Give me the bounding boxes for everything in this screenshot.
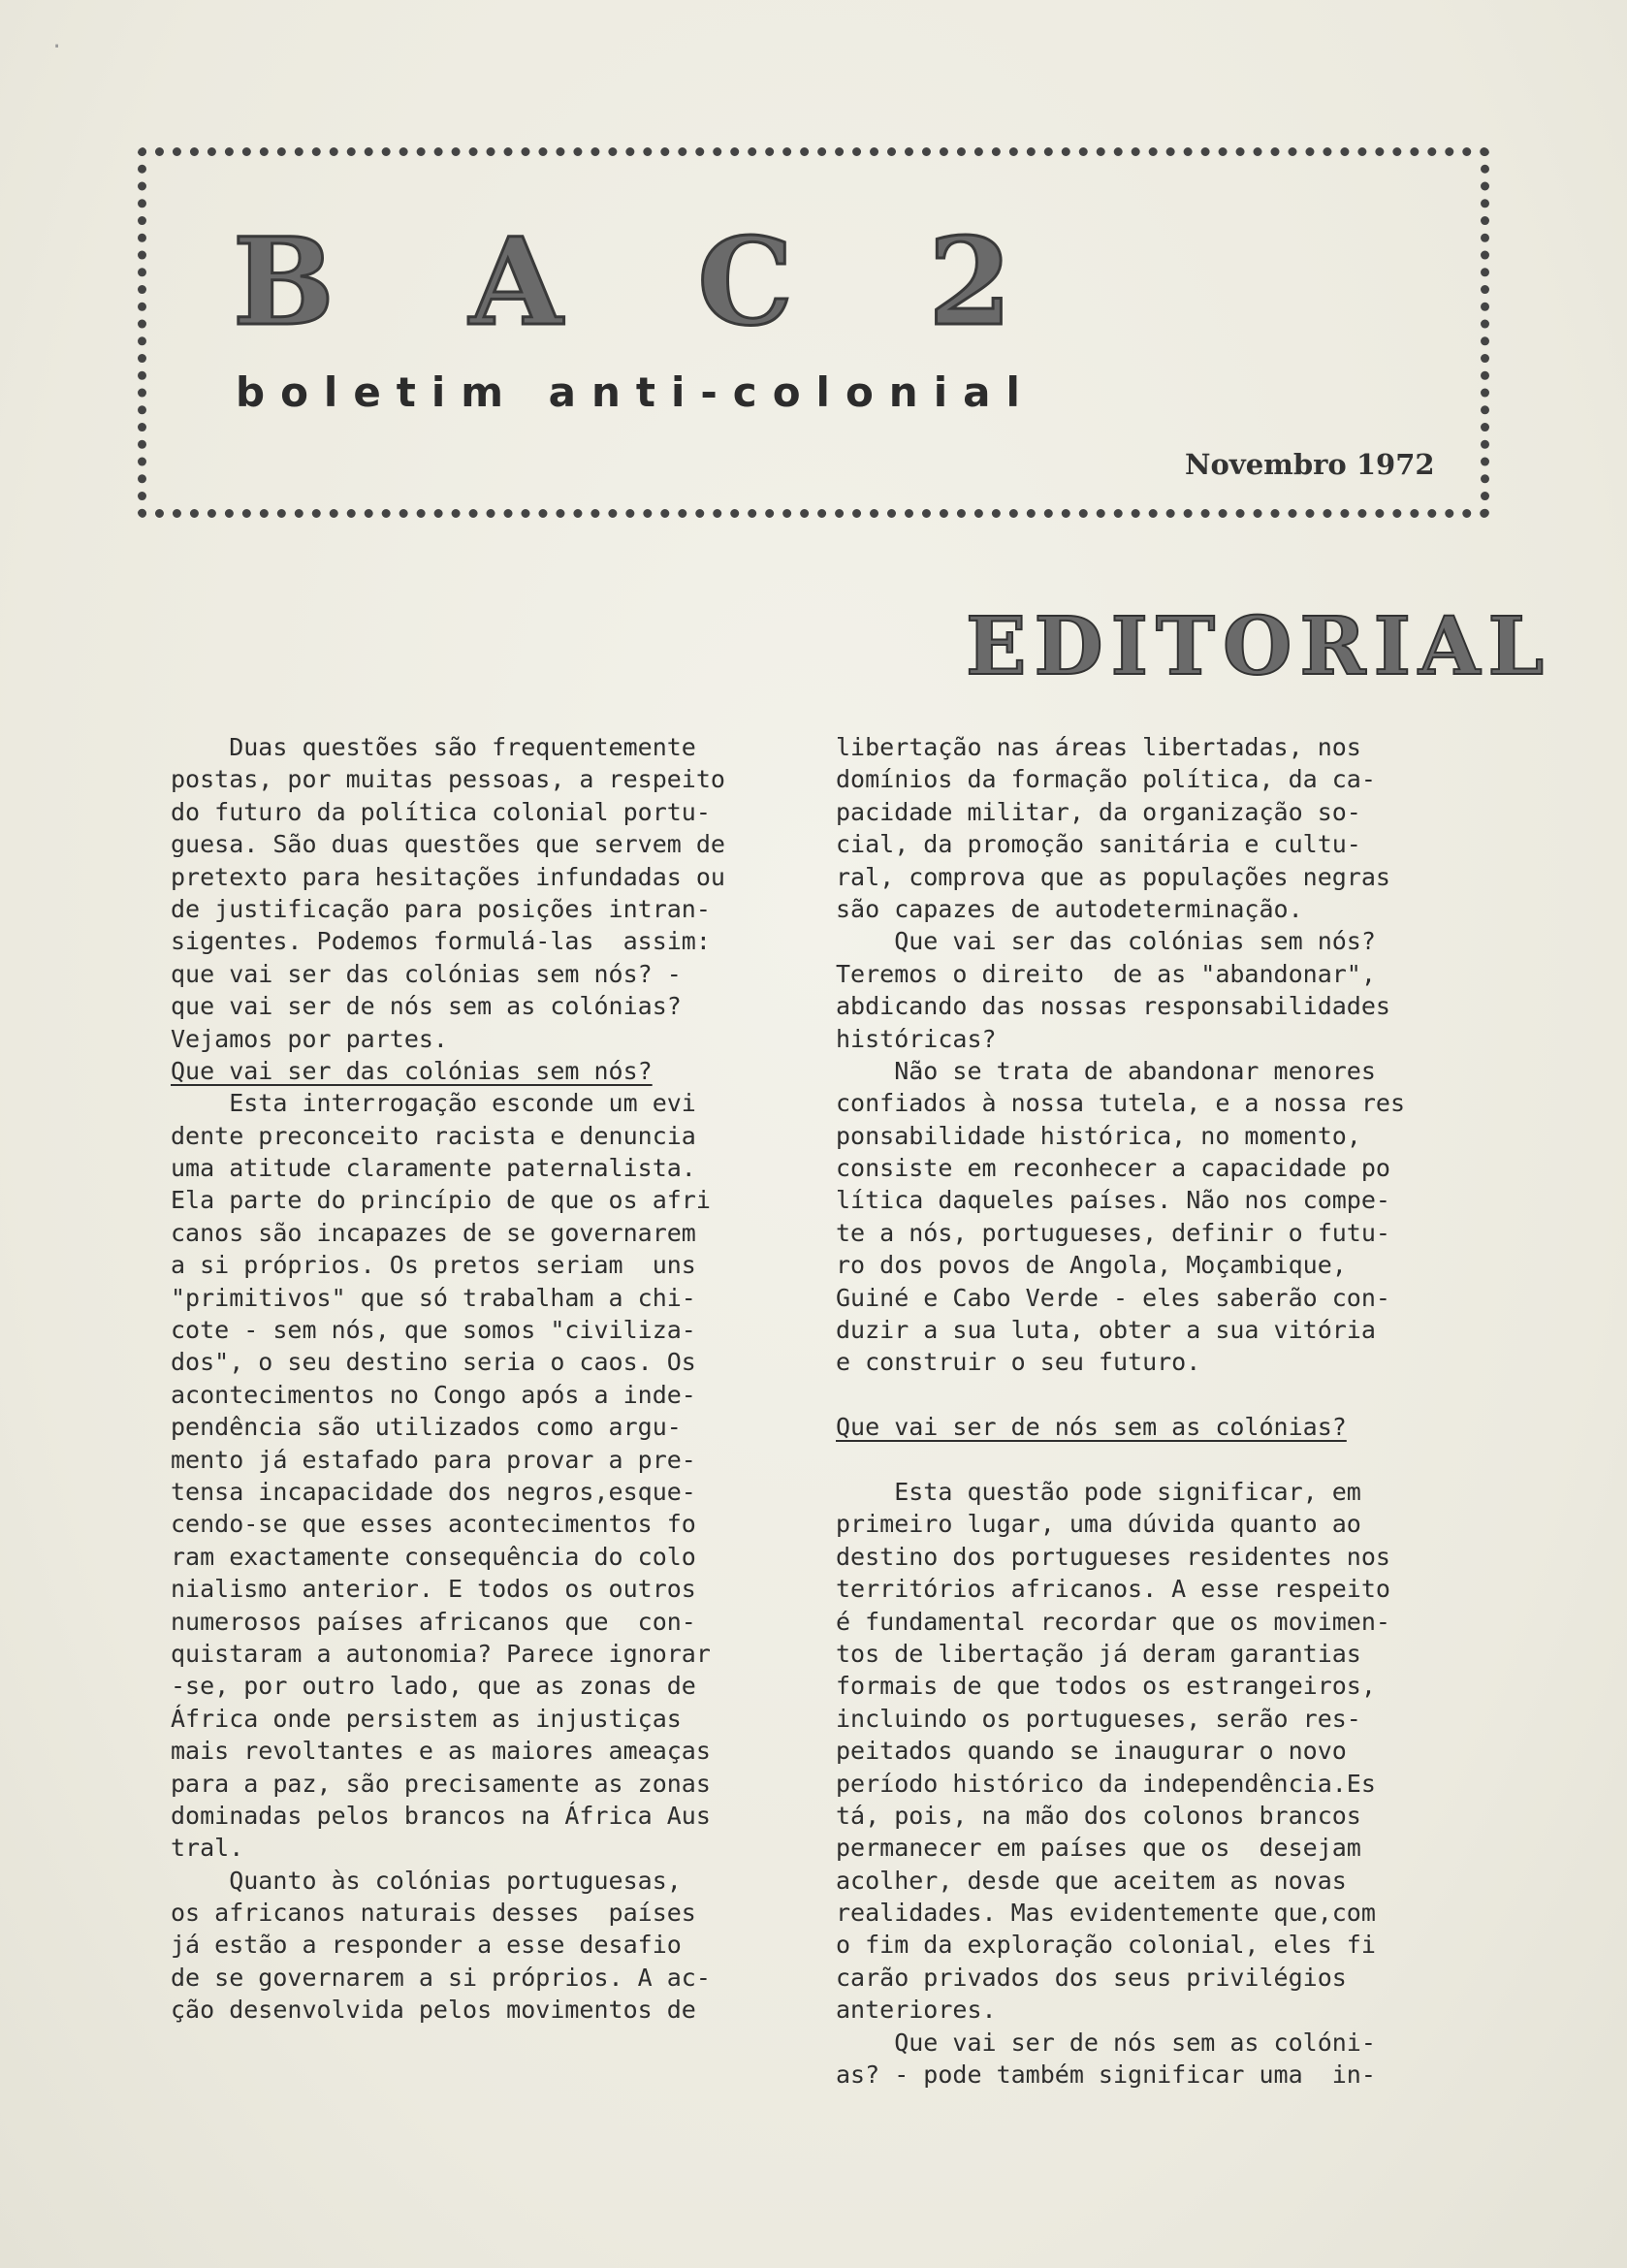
text-line: guesa. São duas questões que servem de bbox=[171, 830, 725, 859]
text-line: te a nós, portugueses, definir o futu- bbox=[836, 1218, 1390, 1247]
text-line: Vejamos por partes. bbox=[171, 1024, 448, 1053]
text-line: e construir o seu futuro. bbox=[836, 1348, 1201, 1377]
text-line: já estão a responder a esse desafio bbox=[171, 1931, 682, 1960]
paragraph-gap bbox=[836, 1379, 1405, 1411]
text-line: ção desenvolvida pelos movimentos de bbox=[171, 1996, 696, 2025]
text-line: Ela parte do princípio de que os afri bbox=[171, 1186, 711, 1215]
text-line: cendo-se que esses acontecimentos fo bbox=[171, 1510, 696, 1539]
section-heading: Que vai ser de nós sem as colónias? bbox=[836, 1413, 1347, 1442]
corner-mark: · bbox=[50, 35, 64, 59]
text-line: tá, pois, na mão dos colonos brancos bbox=[836, 1801, 1361, 1830]
text-line: destino dos portugueses residentes nos bbox=[836, 1542, 1390, 1571]
text-line: incluindo os portugueses, serão res- bbox=[836, 1704, 1361, 1733]
text-line: que vai ser das colónias sem nós? - bbox=[171, 959, 682, 988]
text-line: cote - sem nós, que somos "civiliza- bbox=[171, 1316, 696, 1345]
text-line: libertação nas áreas libertadas, nos bbox=[836, 733, 1361, 761]
text-line: Não se trata de abandonar menores bbox=[836, 1056, 1376, 1085]
text-line: África onde persistem as injustiças bbox=[171, 1704, 682, 1733]
masthead-subtitle: boletim anti-colonial bbox=[236, 368, 1036, 416]
text-line: de justificação para posições intran- bbox=[171, 894, 711, 923]
issue-date: Novembro 1972 bbox=[1185, 448, 1435, 481]
text-line: pretexto para hesitações infundadas ou bbox=[171, 862, 725, 891]
text-line: carão privados dos seus privilégios bbox=[836, 1963, 1347, 1992]
text-line: dente preconceito racista e denuncia bbox=[171, 1121, 696, 1150]
text-line: postas, por muitas pessoas, a respeito bbox=[171, 765, 725, 794]
text-line: a si próprios. Os pretos seriam uns bbox=[171, 1251, 696, 1280]
text-line: tral. bbox=[171, 1834, 244, 1863]
text-line: Teremos o direito de as "abandonar", bbox=[836, 959, 1376, 988]
text-line: lítica daqueles países. Não nos compe- bbox=[836, 1186, 1390, 1215]
text-line: ponsabilidade histórica, no momento, bbox=[836, 1121, 1361, 1150]
text-line: acolher, desde que aceitem as novas bbox=[836, 1866, 1347, 1895]
text-line: mento já estafado para provar a pre- bbox=[171, 1445, 696, 1474]
text-line: tos de libertação já deram garantias bbox=[836, 1639, 1361, 1668]
text-line: domínios da formação política, da ca- bbox=[836, 765, 1376, 794]
text-line: numerosos países africanos que con- bbox=[171, 1607, 696, 1636]
text-line: período histórico da independência.Es bbox=[836, 1769, 1376, 1798]
text-line: Esta questão pode significar, em bbox=[836, 1477, 1361, 1506]
text-line: pacidade militar, da organização so- bbox=[836, 797, 1361, 826]
text-line: cial, da promoção sanitária e cultu- bbox=[836, 830, 1361, 859]
text-line: Quanto às colónias portuguesas, bbox=[171, 1866, 682, 1895]
right-column bbox=[836, 731, 1405, 2091]
text-line: ral, comprova que as populações negras bbox=[836, 862, 1390, 891]
text-line: Esta interrogação esconde um evi bbox=[171, 1089, 696, 1118]
text-line: "primitivos" que só trabalham a chi- bbox=[171, 1283, 696, 1312]
text-line: abdicando das nossas responsabilidades bbox=[836, 992, 1390, 1021]
text-line: territórios africanos. A esse respeito bbox=[836, 1575, 1390, 1604]
text-line: Que vai ser das colónias sem nós? bbox=[836, 927, 1376, 956]
text-line: de se governarem a si próprios. A ac- bbox=[171, 1963, 711, 1992]
text-line: ro dos povos de Angola, Moçambique, bbox=[836, 1251, 1347, 1280]
text-line: confiados à nossa tutela, e a nossa res bbox=[836, 1089, 1405, 1118]
left-column bbox=[171, 731, 725, 2027]
text-line: ram exactamente consequência do colo bbox=[171, 1542, 696, 1571]
text-line: mais revoltantes e as maiores ameaças bbox=[171, 1737, 711, 1766]
text-line: nialismo anterior. E todos os outros bbox=[171, 1575, 696, 1604]
text-line: o fim da exploração colonial, eles fi bbox=[836, 1931, 1376, 1960]
text-line: são capazes de autodeterminação. bbox=[836, 894, 1303, 923]
text-line: do futuro da política colonial portu- bbox=[171, 797, 711, 826]
text-line: os africanos naturais desses países bbox=[171, 1899, 696, 1928]
text-line: Que vai ser de nós sem as colóni- bbox=[836, 2028, 1376, 2057]
text-line: é fundamental recordar que os movimen- bbox=[836, 1607, 1390, 1636]
text-line: acontecimentos no Congo após a inde- bbox=[171, 1380, 696, 1409]
text-line: peitados quando se inaugurar o novo bbox=[836, 1737, 1347, 1766]
text-line: as? - pode também significar uma in- bbox=[836, 2060, 1376, 2090]
text-line: uma atitude claramente paternalista. bbox=[171, 1154, 696, 1183]
text-line: consiste em reconhecer a capacidade po bbox=[836, 1154, 1390, 1183]
text-line: para a paz, são precisamente as zonas bbox=[171, 1769, 711, 1798]
paragraph-gap bbox=[836, 1444, 1405, 1476]
text-line: anteriores. bbox=[836, 1996, 997, 2025]
text-line: canos são incapazes de se governarem bbox=[171, 1218, 696, 1247]
section-heading: Que vai ser das colónias sem nós? bbox=[171, 1056, 653, 1085]
text-line: primeiro lugar, uma dúvida quanto ao bbox=[836, 1510, 1361, 1539]
text-line: permanecer em países que os desejam bbox=[836, 1834, 1361, 1863]
text-line: duzir a sua luta, obter a sua vitória bbox=[836, 1316, 1376, 1345]
text-line: pendência são utilizados como argu- bbox=[171, 1413, 682, 1442]
text-line: quistaram a autonomia? Parece ignorar bbox=[171, 1639, 711, 1668]
text-line: -se, por outro lado, que as zonas de bbox=[171, 1672, 696, 1701]
text-line: Guiné e Cabo Verde - eles saberão con- bbox=[836, 1283, 1390, 1312]
editorial-title: EDITORIAL bbox=[966, 600, 1552, 693]
text-line: Duas questões são frequentemente bbox=[171, 733, 696, 761]
text-line: dominadas pelos brancos na África Aus bbox=[171, 1801, 711, 1830]
text-line: sigentes. Podemos formulá-las assim: bbox=[171, 927, 711, 956]
text-line: dos", o seu destino seria o caos. Os bbox=[171, 1348, 696, 1377]
masthead-title: B A C 2 bbox=[233, 212, 1059, 353]
text-line: tensa incapacidade dos negros,esque- bbox=[171, 1477, 696, 1506]
text-line: que vai ser de nós sem as colónias? bbox=[171, 992, 682, 1021]
text-line: históricas? bbox=[836, 1024, 997, 1053]
text-line: realidades. Mas evidentemente que,com bbox=[836, 1899, 1376, 1928]
text-line: formais de que todos os estrangeiros, bbox=[836, 1672, 1376, 1701]
